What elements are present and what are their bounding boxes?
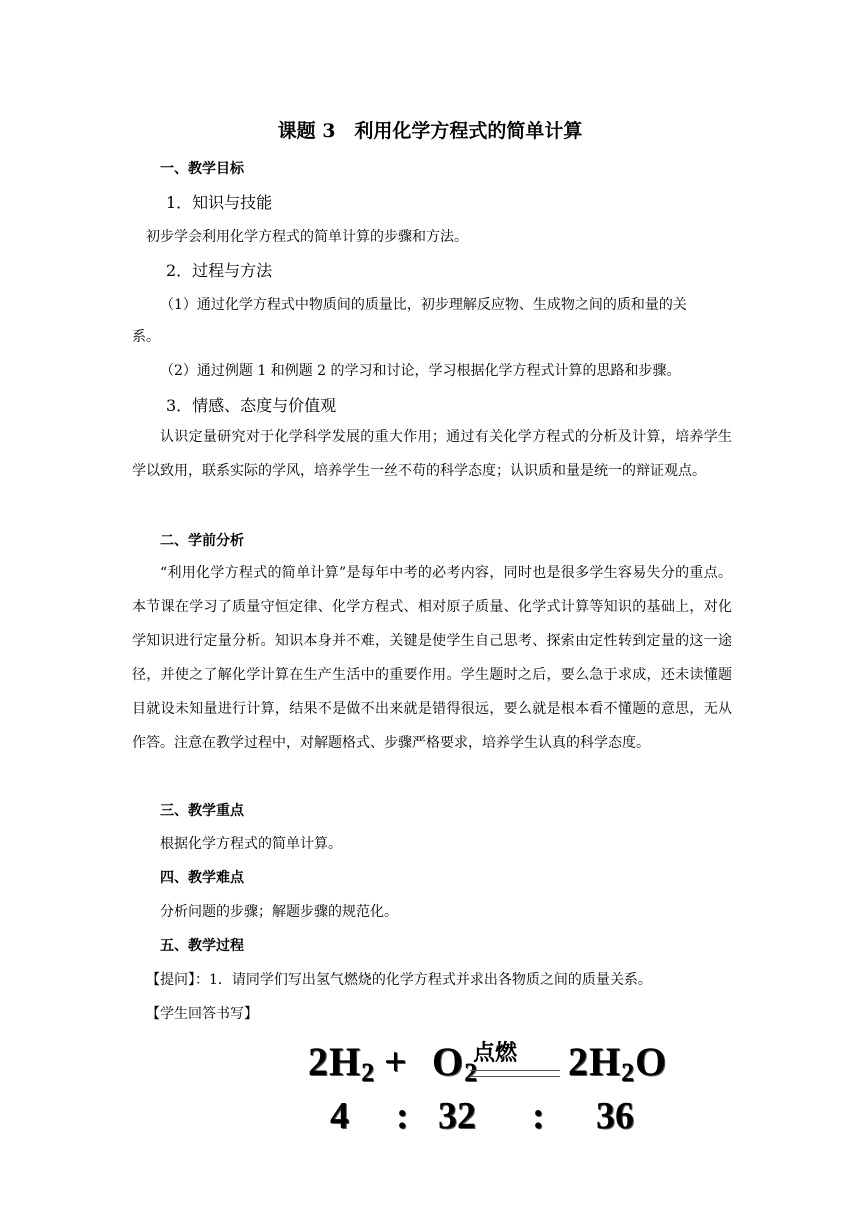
paragraph-analysis: “利用化学方程式的简单计算”是每年中考的必考内容，同时也是很多学生容易失分的重点。本节课在学习了质量守恒定律、化学方程式、相对原子质量、化学式计算等知识的基础上，对化学知识进行定量分析。知识本身并不难，关键是使学生自己思考、探索由定性转到定量的这一途径，并使之了解化学计算在生产生活中的重要作用。学生题时之后，要么急于求成，还未读懂题目就设未知量进行计算，结果不是做不出来就是错得很远，要么就是根本看不懂题的意思，无从作答。注意在教学过程中，对解题格式、步骤严格要求，培养学生认真的科学态度。 bbox=[132, 565, 732, 751]
section-heading-objectives: 一、教学目标 bbox=[160, 161, 244, 177]
page-title: 课题 3 利用化学方程式的简单计算 bbox=[277, 120, 583, 142]
paragraph-knowledge-skills: 初步学会利用化学方程式的简单计算的步骤和方法。 bbox=[146, 229, 468, 245]
equation-reactant-h2: $2H_2$ bbox=[308, 1039, 376, 1087]
ratio-h2: 4 bbox=[330, 1095, 349, 1137]
section-heading-analysis: 二、学前分析 bbox=[160, 533, 244, 549]
paragraph-difficulties: 分析问题的步骤；解题步骤的规范化。 bbox=[160, 904, 398, 920]
paragraph-process-2: （2）通过例题 1 和例题 2 的学习和讨论，学习根据化学方程式计算的思路和步骤。 bbox=[160, 363, 681, 379]
equation-reactant-o2: $O_2$ bbox=[432, 1039, 479, 1087]
paragraph-process-1b: 系。 bbox=[132, 329, 160, 345]
subheading-knowledge-skills: 1．知识与技能 bbox=[166, 193, 273, 212]
equation-condition: 点燃 bbox=[473, 1041, 518, 1066]
section-heading-key-points: 三、教学重点 bbox=[160, 803, 244, 819]
equation-product-h2o: $2H_2O$ bbox=[568, 1039, 668, 1087]
equation-condition-line bbox=[470, 1070, 560, 1071]
ratio-o2: 32 bbox=[438, 1095, 476, 1137]
section-heading-difficulties: 四、教学难点 bbox=[160, 870, 244, 886]
paragraph-process-1a: （1）通过化学方程式中物质间的质量比，初步理解反应物、生成物之间的质和量的关 bbox=[160, 297, 687, 313]
subheading-emotion-values: 3．情感、态度与价值观 bbox=[166, 396, 337, 415]
paragraph-student-answer: 【学生回答书写】 bbox=[146, 1006, 258, 1022]
paragraph-key-points: 根据化学方程式的简单计算。 bbox=[160, 836, 342, 852]
equation-condition-line-2 bbox=[470, 1076, 560, 1077]
ratio-colon-2: : bbox=[532, 1095, 545, 1137]
paragraph-question: 【提问】：1．请同学们写出氢气燃烧的化学方程式并求出各物质之间的质量关系。 bbox=[146, 972, 652, 988]
ratio-h2o: 36 bbox=[596, 1095, 634, 1137]
section-heading-process: 五、教学过程 bbox=[160, 938, 244, 954]
paragraph-emotion-values: 认识定量研究对于化学科学发展的重大作用；通过有关化学方程式的分析及计算，培养学生学以致用，联系实际的学风，培养学生一丝不苟的科学态度；认识质和量是统一的辩证观点。 bbox=[132, 429, 732, 479]
chemical-equation bbox=[300, 1036, 700, 1146]
subheading-process-method: 2．过程与方法 bbox=[166, 261, 273, 280]
ratio-colon-1: : bbox=[396, 1095, 409, 1137]
equation-plus: + bbox=[384, 1039, 408, 1084]
